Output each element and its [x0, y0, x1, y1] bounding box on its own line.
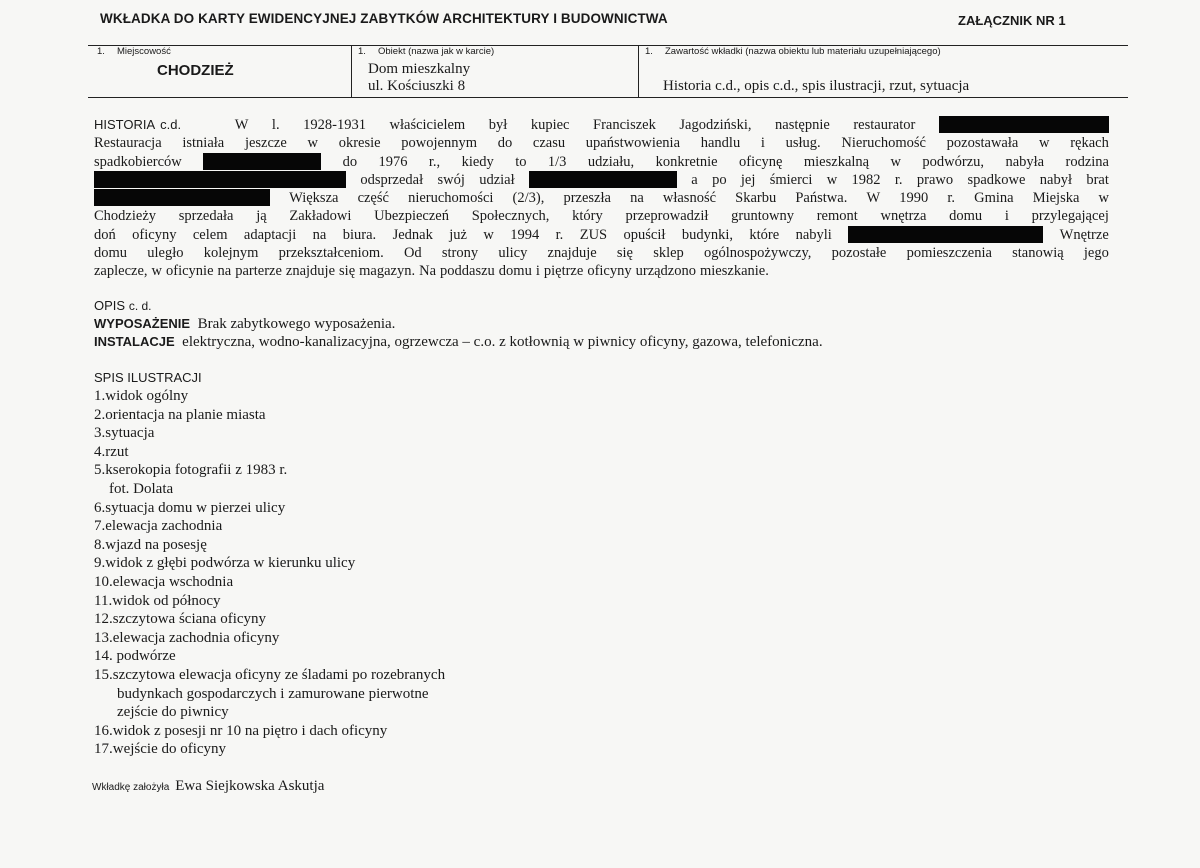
redaction-bar [848, 226, 1043, 243]
history-word: spadkobierców [94, 153, 182, 170]
history-word: strony [441, 245, 479, 262]
history-word: Skarbu [735, 190, 777, 207]
history-word: budynki, [681, 226, 733, 243]
description-label-suffix: c. d. [128, 299, 152, 313]
object-address: ul. Kościuszki 8 [368, 78, 466, 94]
history-word: odsprzedał [360, 171, 424, 188]
history-word: a [691, 171, 698, 188]
history-word: kiedy [461, 153, 494, 170]
author-signature [92, 777, 324, 795]
history-word: ogólnospożywczy, [704, 245, 812, 262]
history-word: na [630, 190, 644, 207]
document-title: WKŁADKA DO KARTY EWIDENCYJNEJ ZABYTKÓW ARCHITEKTURY I BUDOWNICTWA [100, 11, 668, 26]
illustrations-list [94, 387, 445, 759]
history-section [94, 116, 1109, 281]
history-word: magazyn. [359, 263, 416, 280]
history-word: pozostawała [946, 135, 1019, 152]
history-word: podwórzu, [922, 153, 985, 170]
history-word: handlu [700, 135, 741, 152]
history-word: konkretnie [655, 153, 718, 170]
history-word: ulicy [498, 245, 528, 262]
history-word: istniała [182, 135, 225, 152]
history-word: i [1004, 208, 1009, 225]
history-word: znajduje [285, 263, 336, 280]
history-label-suffix: c.d. [160, 117, 182, 132]
history-word: Ubezpieczeń [374, 208, 449, 225]
illustration-item: 16.widok z posesji nr 10 na piętro i dach oficyny [94, 722, 388, 739]
illustration-item: 15.szczytowa elewacja oficyny ze śladami po rozebranych [94, 666, 446, 683]
table-top-rule [88, 45, 1128, 46]
history-word: jego [1083, 245, 1109, 262]
illustration-item: 4.rzut [94, 443, 129, 460]
history-word: w [307, 135, 318, 152]
history-word: Zakładowi [289, 208, 352, 225]
history-word: 1976 [378, 153, 408, 170]
history-word: znajduje [547, 245, 597, 262]
table-bottom-rule [88, 97, 1128, 98]
redaction-bar [529, 171, 677, 188]
illustrations-section [94, 369, 445, 759]
history-word: Chodzieży [94, 208, 157, 225]
history-line [94, 153, 1109, 171]
illustration-item: 12.szczytowa ściana oficyny [94, 611, 267, 628]
history-word: Jednak [392, 226, 433, 243]
history-word: pomieszczenia [906, 245, 992, 262]
illustration-item: 11.widok od północy [94, 592, 221, 609]
history-word: r. [555, 226, 564, 243]
history-word: czasu [532, 135, 566, 152]
history-word: przekształceniom. [278, 245, 384, 262]
history-word: po [712, 171, 727, 188]
history-word: się [339, 263, 356, 280]
illustration-item: fot. Dolata [109, 480, 174, 497]
history-word: parterze [235, 263, 282, 280]
history-word: l. [271, 117, 280, 133]
illustration-item: zejście do piwnicy [117, 704, 229, 721]
history-word: mieszkanie. [700, 263, 769, 280]
history-word: spadkowe [967, 171, 1026, 188]
history-word: restaurator [853, 117, 916, 133]
history-word: oficynę [738, 153, 783, 170]
history-word: prawo [916, 171, 954, 188]
locality-number: 1. [97, 46, 105, 57]
history-word: Restauracja [94, 135, 162, 152]
history-word: Gmina [974, 190, 1014, 207]
history-label [94, 116, 211, 134]
history-word: jeszcze [244, 135, 287, 152]
contents-value: Historia c.d., opis c.d., spis ilustracji, rzut, sytuacja [663, 78, 970, 94]
history-word: ją [256, 208, 267, 225]
history-word: to [515, 153, 527, 170]
history-word: i [760, 135, 765, 152]
illustration-item: 17.wejście do oficyny [94, 741, 227, 758]
locality-value: CHODZIEŻ [157, 62, 234, 79]
history-line [94, 207, 1109, 225]
history-word: nabyła [1005, 153, 1045, 170]
illustration-item: budynkach gospodarczych i zamurowane pierwotne [117, 685, 429, 702]
description-section [94, 297, 823, 351]
installations-value: elektryczna, wodno-kanalizacyjna, ogrzewcza – c.o. z kotłownią w piwnicy oficyny, gazowa, telefoniczna. [182, 334, 823, 350]
history-word: oficyny [587, 263, 632, 280]
history-word: do [497, 135, 513, 152]
history-word: kolejnym [203, 245, 259, 262]
history-word: 1/3 [547, 153, 567, 170]
history-word: właścicielem [389, 117, 466, 133]
history-word: nieruchomości [408, 190, 494, 207]
history-word: (2/3), [512, 190, 545, 207]
illustrations-label: SPIS ILUSTRACJI [94, 370, 202, 385]
redaction-bar [203, 153, 321, 170]
history-word: już [449, 226, 467, 243]
history-word: które [749, 226, 780, 243]
history-word: część [357, 190, 389, 207]
history-word: urządzono [635, 263, 696, 280]
history-word: mieszkalną [803, 153, 870, 170]
redaction-bar [94, 189, 270, 206]
history-word: który [572, 208, 603, 225]
history-word: piętrze [543, 263, 584, 280]
history-word: następnie [775, 117, 830, 133]
history-word: rękach [1070, 135, 1109, 152]
history-word: swój [437, 171, 465, 188]
history-word: wnętrza [880, 208, 927, 225]
installations-label: INSTALACJE [94, 334, 175, 349]
history-word: oficyny [132, 226, 177, 243]
history-word: do [342, 153, 358, 170]
author-name: Ewa Siejkowska Askutja [175, 778, 325, 794]
history-line [94, 171, 1109, 189]
history-word: na [312, 226, 327, 243]
history-word: 1994 [510, 226, 540, 243]
table-divider-1 [351, 45, 352, 98]
history-word: Miejska [1032, 190, 1080, 207]
history-word: nabył [1039, 171, 1072, 188]
history-word: Od [403, 245, 422, 262]
contents-number: 1. [645, 46, 653, 57]
history-line [94, 116, 1109, 134]
history-word: uległo [147, 245, 184, 262]
locality-label-text: Miejscowość [117, 46, 171, 57]
annex-number: ZAŁĄCZNIK NR 1 [958, 13, 1066, 28]
history-word: przylegającej [1031, 208, 1109, 225]
history-word: udział [479, 171, 515, 188]
history-word: Społecznych, [471, 208, 550, 225]
illustration-item: 5.kserokopia fotografii z 1983 r. [94, 462, 288, 479]
equipment-value: Brak zabytkowego wyposażenia. [197, 316, 396, 332]
history-word: biura. [342, 226, 377, 243]
history-word: r. [894, 171, 903, 188]
history-word: kupiec [530, 117, 570, 133]
illustration-item: 9.widok z głębi podwórza w kierunku ulicy [94, 555, 356, 572]
history-word: remont [816, 208, 858, 225]
history-word: oficynie [166, 263, 214, 280]
history-word: gruntowny [731, 208, 794, 225]
history-word: Państwa. [795, 190, 848, 207]
history-word: ZUS [579, 226, 608, 243]
history-word: stanowią [1012, 245, 1064, 262]
description-label: OPIS [94, 298, 126, 313]
history-word: w [890, 153, 901, 170]
history-word: Nieruchomość [841, 135, 926, 152]
object-value [368, 61, 470, 95]
history-word: r. [947, 190, 955, 207]
history-word: 1982 [851, 171, 881, 188]
history-word: r., [428, 153, 441, 170]
history-word: był [488, 117, 508, 133]
history-word: Większa [289, 190, 339, 207]
history-word: własność [662, 190, 717, 207]
history-word: sklep [653, 245, 684, 262]
history-word: okresie [338, 135, 381, 152]
history-word: nabyli [795, 226, 832, 243]
history-word: Na [419, 263, 437, 280]
illustration-item: 7.elewacja zachodnia [94, 518, 223, 535]
history-word: przeprowadził [625, 208, 709, 225]
history-word: 1928-1931 [303, 117, 366, 133]
history-word: udziału, [587, 153, 635, 170]
history-word: opuścił [623, 226, 666, 243]
history-word: zaplecze, [94, 263, 148, 280]
history-label-text: HISTORIA [94, 117, 156, 132]
history-word: w [151, 263, 163, 280]
history-word: na [217, 263, 232, 280]
history-word: Franciszek [593, 117, 656, 133]
object-name: Dom mieszkalny [368, 61, 471, 77]
history-word: W [234, 117, 249, 133]
history-word: doń [94, 226, 116, 243]
illustration-item: 8.wjazd na posesję [94, 536, 207, 553]
locality-label [97, 46, 171, 57]
object-number: 1. [358, 46, 366, 57]
history-line [94, 226, 1109, 244]
history-word: 1990 [899, 190, 929, 207]
illustration-item: 6.sytuacja domu w pierzei ulicy [94, 499, 286, 516]
history-word: poddaszu [440, 263, 495, 280]
history-word: W [866, 190, 881, 207]
redaction-bar [94, 171, 346, 188]
history-word: usług. [785, 135, 821, 152]
history-word: domu [949, 208, 983, 225]
history-word: Wnętrze [1059, 226, 1109, 243]
history-line [94, 262, 1109, 280]
history-word: w [483, 226, 494, 243]
history-line [94, 244, 1109, 262]
history-line [94, 189, 1109, 207]
history-word: się [616, 245, 633, 262]
history-word: Jagodziński, [679, 117, 752, 133]
history-word: śmierci [769, 171, 813, 188]
illustration-item: 13.elewacja zachodnia oficyny [94, 629, 280, 646]
history-word: adaptacji [243, 226, 297, 243]
object-label-text: Obiekt (nazwa jak w karcie) [378, 46, 495, 57]
history-word: celem [192, 226, 228, 243]
history-word: upaństwowienia [585, 135, 681, 152]
history-word: w [826, 171, 838, 188]
history-word: w [1098, 190, 1109, 207]
history-word: powojennym [401, 135, 477, 152]
history-word: domu [498, 263, 532, 280]
history-word: jej [740, 171, 756, 188]
contents-label-text: Zawartość wkładki (nazwa obiektu lub materiału uzupełniającego) [665, 46, 941, 57]
history-line [94, 134, 1109, 152]
object-label [358, 46, 494, 57]
illustration-item: 10.elewacja wschodnia [94, 573, 234, 590]
history-word: pozostałe [831, 245, 887, 262]
table-divider-2 [638, 45, 639, 98]
history-word: sprzedała [178, 208, 234, 225]
history-word: i [535, 263, 540, 280]
illustration-item: 14. podwórze [94, 648, 176, 665]
contents-label [645, 46, 941, 57]
author-label: Wkładkę założyła [92, 782, 170, 793]
history-word: domu [94, 245, 128, 262]
history-word: rodzina [1065, 153, 1109, 170]
equipment-label: WYPOSAŻENIE [94, 316, 191, 331]
illustration-item: 3.sytuacja [94, 425, 155, 442]
illustration-item: 2.orientacja na planie miasta [94, 406, 266, 423]
illustration-item: 1.widok ogólny [94, 388, 189, 404]
history-word: brat [1086, 171, 1109, 188]
history-word: przeszła [563, 190, 611, 207]
history-word: w [1039, 135, 1050, 152]
redaction-bar [939, 116, 1109, 133]
